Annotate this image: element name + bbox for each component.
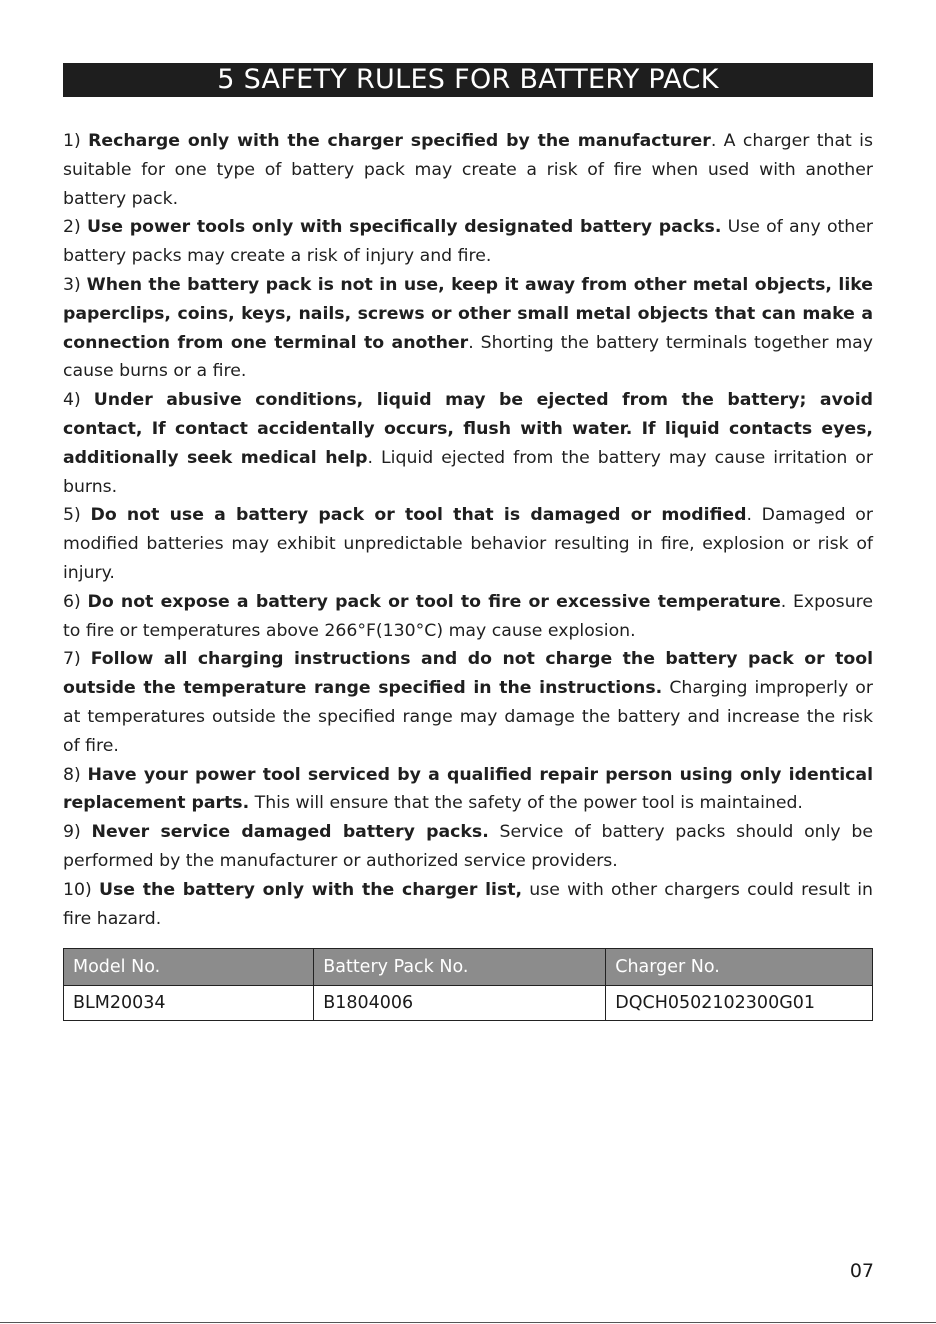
rule-item-4 [63,386,873,501]
rule-item-7 [63,645,873,760]
rule-number: 3) [63,274,81,295]
rule-body: Use of any other battery packs may create a risk of injury and fire. [63,217,873,267]
rule-heading: Do not expose a battery pack or tool to fire or excessive temperature [87,591,781,612]
table-header-row [64,949,873,986]
rule-heading: Use the battery only with the charger list, [98,879,523,900]
rule-item-9 [63,818,873,876]
header-battery-pack-no: Battery Pack No. [314,949,606,986]
rule-body: . Exposure to fire or temperatures above 266°F(130°C) may cause explosion. [63,591,873,641]
compatibility-table-wrapper [63,948,873,1021]
rule-heading: Use power tools only with specifically designated battery packs. [86,217,722,238]
header-charger-no: Charger No. [606,949,873,986]
rule-number: 7) [63,649,81,670]
rule-item-3 [63,271,873,386]
rule-heading: Do not use a battery pack or tool that is damaged or modified [90,505,747,526]
rule-item-8 [63,761,873,819]
compatibility-table [63,948,873,1021]
rule-body: Service of battery packs should only be performed by the manufacturer or authorized service providers. [63,822,874,871]
rule-number: 9) [63,822,81,843]
rule-body: . A charger that is suitable for one type of battery pack may create a risk of fire when used with another battery pack. [63,131,873,209]
cell-model-no: BLM20034 [64,986,314,1021]
cell-charger-no: DQCH0502102300G01 [606,986,873,1021]
rule-body: use with other chargers could result in fire hazard. [63,879,873,929]
rule-number: 1) [63,131,81,151]
rule-number: 10) [63,879,92,900]
cell-battery-pack-no: B1804006 [314,986,606,1021]
rule-heading: Recharge only with the charger specified by the manufacturer [88,131,711,151]
rule-item-1 [63,127,873,213]
rule-number: 8) [63,764,81,785]
rule-heading: When the battery pack is not in use, keep it away from other metal objects, like paperclips, coins, keys, nails, screws or other small metal objects that can make a connection from one terminal to another [63,274,873,353]
rule-body: . Liquid ejected from the battery may cause irritation or burns. [63,447,873,497]
rule-item-2 [63,213,873,271]
rule-heading: Never service damaged battery packs. [91,822,489,843]
rule-heading: Under abusive conditions, liquid may be ejected from the battery; avoid contact, If contact accidentally occurs, flush with water. If liquid contacts eyes, additionally seek medical help [63,390,873,468]
rule-body: . Damaged or modified batteries may exhibit unpredictable behavior resulting in fire, explosion or risk of injury. [63,505,873,583]
rule-item-10 [63,876,873,934]
header-model-no: Model No. [64,949,314,986]
page-bottom-divider [0,1322,936,1323]
safety-rules-list [63,127,873,933]
table-row [64,986,873,1021]
page-number: 07 [849,1260,874,1282]
page-title: 5 SAFETY RULES FOR BATTERY PACK [63,63,873,97]
rule-heading: Have your power tool serviced by a qualified repair person using only identical replacement parts. [63,764,873,814]
rule-body: Charging improperly or at temperatures outside the specified range may damage the battery and increase the risk of fire. [63,678,873,756]
rule-heading: Follow all charging instructions and do not charge the battery pack or tool outside the temperature range specified in the instructions. [63,649,873,699]
rule-item-5 [63,501,873,587]
rule-body: This will ensure that the safety of the power tool is maintained. [249,793,803,814]
rule-item-6 [63,588,873,646]
rule-number: 5) [63,505,81,526]
rule-number: 4) [63,390,81,411]
rule-number: 6) [63,591,81,612]
rule-body: . Shorting the battery terminals together may cause burns or a fire. [63,332,873,382]
rule-number: 2) [63,217,81,238]
